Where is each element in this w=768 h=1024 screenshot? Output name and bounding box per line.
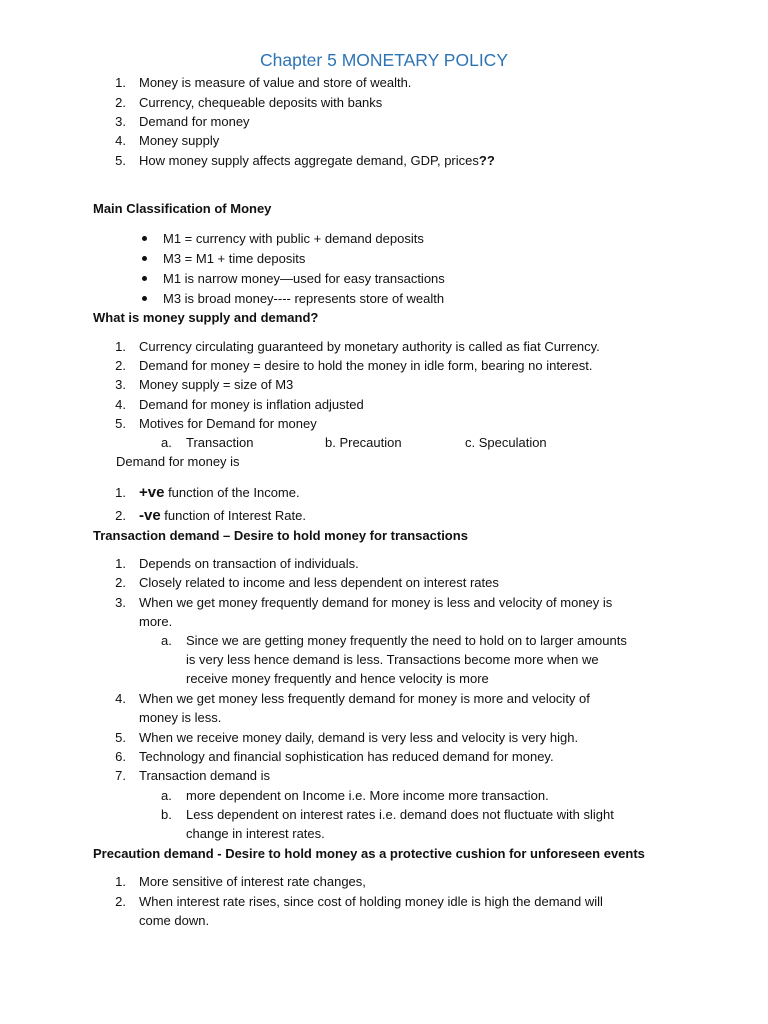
section-heading-classification: Main Classification of Money [93,201,272,216]
sublist-letter: a. [161,788,172,803]
negative-sign: -ve [139,507,161,524]
list-item: Demand for money is inflation adjusted [139,397,364,412]
motive-precaution: b. Precaution [325,435,402,450]
bullet-item: M3 is broad money---- represents store of wealth [163,291,445,306]
list-number: 2. [115,358,126,373]
list-item-text: How money supply affects aggregate demand, GDP, prices [139,153,479,168]
demand-for-money-label: Demand for money is [116,454,240,469]
list-number: 3. [115,595,126,610]
sublist-item-continuation: change in interest rates. [186,826,325,841]
list-item: Technology and financial sophistication has reduced demand for money. [139,749,554,764]
list-item: Currency circulating guaranteed by monetary authority is called as fiat Currency. [139,339,600,354]
list-number: 2. [115,575,126,590]
sublist-item: Since we are getting money frequently the need to hold on to larger amounts [186,633,627,648]
sublist-item-continuation: receive money frequently and hence velocity is more [186,671,489,686]
list-number: 3. [115,377,126,392]
list-number: 7. [115,768,126,783]
list-number: 1. [115,556,126,571]
list-item: Money supply [139,133,220,148]
list-number: 5. [115,416,126,431]
list-item: Depends on transaction of individuals. [139,556,359,571]
list-number: 2. [115,95,126,110]
bullet-dot [142,276,147,281]
question-marks: ?? [478,153,495,168]
list-number: 2. [115,508,126,523]
list-item [139,507,306,525]
bullet-item: M1 = currency with public + demand deposits [163,231,424,246]
list-number: 1. [115,339,126,354]
sublist-letter: b. [161,807,172,822]
bullet-dot [142,296,147,301]
list-item: When we get money frequently demand for money is less and velocity of money is [139,595,613,610]
bullet-dot [142,256,147,261]
positive-sign: +ve [139,484,165,501]
function-text: function of the Income. [164,485,300,500]
list-item: Currency, chequeable deposits with banks [139,95,383,110]
list-number: 1. [115,874,126,889]
list-number: 4. [115,397,126,412]
list-item: Closely related to income and less dependent on interest rates [139,575,499,590]
sublist-letter: a. [161,435,172,450]
motive-transaction: Transaction [186,435,254,450]
list-number: 6. [115,749,126,764]
list-item: When interest rate rises, since cost of holding money idle is high the demand will [139,894,603,909]
list-item: More sensitive of interest rate changes, [139,874,366,889]
sublist-item: more dependent on Income i.e. More income more transaction. [186,788,549,803]
bullet-dot [142,236,147,241]
list-item-continuation: more. [139,614,173,629]
list-item: Money is measure of value and store of wealth. [139,75,412,90]
list-number: 5. [115,730,126,745]
section-heading-precaution: Precaution demand - Desire to hold money as a protective cushion for unforeseen events [93,846,645,861]
list-number: 2. [115,894,126,909]
motive-speculation: c. Speculation [465,435,547,450]
list-item-continuation: come down. [139,913,210,928]
list-item: When we get money less frequently demand for money is more and velocity of [139,691,590,706]
list-number: 4. [115,133,126,148]
page-title: Chapter 5 MONETARY POLICY [259,50,508,70]
sublist-item: Less dependent on interest rates i.e. demand does not fluctuate with slight [186,807,614,822]
bullet-item: M3 = M1 + time deposits [163,251,306,266]
list-item: Demand for money [139,114,250,129]
section-heading-supply-demand: What is money supply and demand? [93,310,319,325]
sublist-item-continuation: is very less hence demand is less. Transactions become more when we [186,652,599,667]
section-heading-transaction: Transaction demand – Desire to hold money for transactions [93,528,468,543]
bullet-item: M1 is narrow money—used for easy transactions [163,271,445,286]
function-text: function of Interest Rate. [160,508,306,523]
list-number: 4. [115,691,126,706]
list-item-continuation: money is less. [139,710,222,725]
list-item [139,152,495,170]
list-number: 1. [115,75,126,90]
list-item: Transaction demand is [139,768,271,783]
list-number: 1. [115,485,126,500]
list-item: Motives for Demand for money [139,416,317,431]
list-item: When we receive money daily, demand is very less and velocity is very high. [139,730,579,745]
sublist-letter: a. [161,633,172,648]
list-item [139,484,300,502]
list-item: Money supply = size of M3 [139,377,294,392]
list-item: Demand for money = desire to hold the money in idle form, bearing no interest. [139,358,593,373]
list-number: 5. [115,153,126,168]
list-number: 3. [115,114,126,129]
